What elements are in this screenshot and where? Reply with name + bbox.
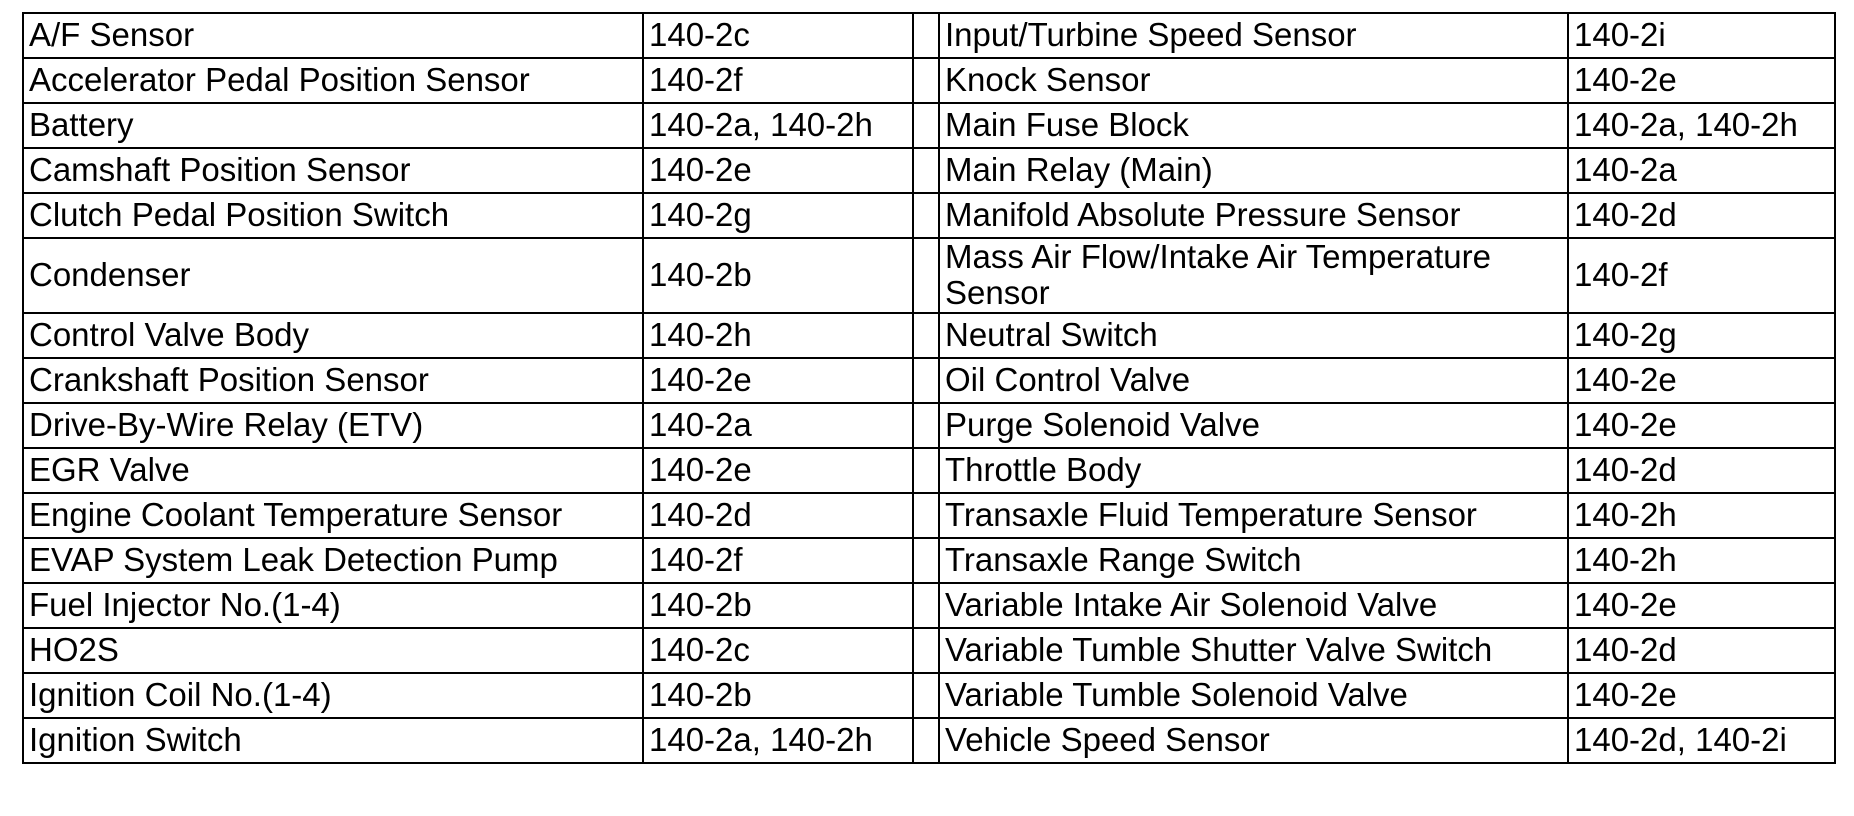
right-page-reference: 140-2g [1568,313,1835,358]
column-separator [913,358,939,403]
right-page-reference: 140-2e [1568,58,1835,103]
left-page-reference: 140-2b [643,238,913,313]
right-page-reference: 140-2e [1568,403,1835,448]
right-component-name: Transaxle Range Switch [939,538,1568,583]
left-component-name: Control Valve Body [23,313,643,358]
table-row [23,718,1835,763]
left-component-name: Crankshaft Position Sensor [23,358,643,403]
left-page-reference: 140-2e [643,148,913,193]
right-page-reference: 140-2e [1568,673,1835,718]
right-component-name: Input/Turbine Speed Sensor [939,13,1568,58]
table-body [23,13,1835,763]
column-separator [913,493,939,538]
right-page-reference: 140-2f [1568,238,1835,313]
left-page-reference: 140-2b [643,673,913,718]
table-row [23,58,1835,103]
left-component-name: A/F Sensor [23,13,643,58]
left-component-name: HO2S [23,628,643,673]
column-separator [913,403,939,448]
right-page-reference: 140-2d, 140-2i [1568,718,1835,763]
left-page-reference: 140-2d [643,493,913,538]
column-separator [913,538,939,583]
right-page-reference: 140-2d [1568,628,1835,673]
column-separator [913,103,939,148]
table-row [23,103,1835,148]
column-separator [913,583,939,628]
right-component-name: Manifold Absolute Pressure Sensor [939,193,1568,238]
left-component-name: EGR Valve [23,448,643,493]
table-row [23,313,1835,358]
right-page-reference: 140-2d [1568,193,1835,238]
left-component-name: Engine Coolant Temperature Sensor [23,493,643,538]
left-page-reference: 140-2e [643,358,913,403]
left-component-name: Drive-By-Wire Relay (ETV) [23,403,643,448]
column-separator [913,313,939,358]
left-page-reference: 140-2g [643,193,913,238]
right-component-name: Main Fuse Block [939,103,1568,148]
left-page-reference: 140-2c [643,13,913,58]
right-page-reference: 140-2h [1568,493,1835,538]
table-row [23,238,1835,313]
left-component-name: Fuel Injector No.(1-4) [23,583,643,628]
right-page-reference: 140-2d [1568,448,1835,493]
column-separator [913,13,939,58]
table-row [23,148,1835,193]
right-page-reference: 140-2e [1568,583,1835,628]
right-component-name: Variable Intake Air Solenoid Valve [939,583,1568,628]
table-row [23,628,1835,673]
left-component-name: EVAP System Leak Detection Pump [23,538,643,583]
left-page-reference: 140-2f [643,538,913,583]
column-separator [913,193,939,238]
right-page-reference: 140-2a, 140-2h [1568,103,1835,148]
right-component-name: Mass Air Flow/Intake Air Temperature Sensor [939,238,1568,313]
right-component-name: Throttle Body [939,448,1568,493]
left-page-reference: 140-2a, 140-2h [643,718,913,763]
left-component-name: Accelerator Pedal Position Sensor [23,58,643,103]
left-page-reference: 140-2c [643,628,913,673]
table-row [23,673,1835,718]
left-page-reference: 140-2f [643,58,913,103]
table-row [23,358,1835,403]
column-separator [913,448,939,493]
right-component-name: Oil Control Valve [939,358,1568,403]
left-component-name: Camshaft Position Sensor [23,148,643,193]
left-component-name: Ignition Coil No.(1-4) [23,673,643,718]
table-row [23,193,1835,238]
left-component-name: Battery [23,103,643,148]
column-separator [913,148,939,193]
table-row [23,493,1835,538]
column-separator [913,718,939,763]
right-component-name: Vehicle Speed Sensor [939,718,1568,763]
table-row [23,538,1835,583]
right-component-name: Neutral Switch [939,313,1568,358]
right-component-name: Variable Tumble Shutter Valve Switch [939,628,1568,673]
right-component-name: Transaxle Fluid Temperature Sensor [939,493,1568,538]
column-separator [913,628,939,673]
component-location-table [22,12,1836,764]
table-row [23,403,1835,448]
right-page-reference: 140-2h [1568,538,1835,583]
left-page-reference: 140-2a [643,403,913,448]
left-page-reference: 140-2b [643,583,913,628]
column-separator [913,58,939,103]
left-component-name: Clutch Pedal Position Switch [23,193,643,238]
table-row [23,13,1835,58]
right-page-reference: 140-2e [1568,358,1835,403]
right-page-reference: 140-2i [1568,13,1835,58]
right-component-name: Main Relay (Main) [939,148,1568,193]
right-page-reference: 140-2a [1568,148,1835,193]
left-component-name: Ignition Switch [23,718,643,763]
table-row [23,448,1835,493]
left-component-name: Condenser [23,238,643,313]
right-component-name: Knock Sensor [939,58,1568,103]
left-page-reference: 140-2e [643,448,913,493]
column-separator [913,238,939,313]
table-row [23,583,1835,628]
column-separator [913,673,939,718]
left-page-reference: 140-2a, 140-2h [643,103,913,148]
right-component-name: Variable Tumble Solenoid Valve [939,673,1568,718]
right-component-name: Purge Solenoid Valve [939,403,1568,448]
left-page-reference: 140-2h [643,313,913,358]
